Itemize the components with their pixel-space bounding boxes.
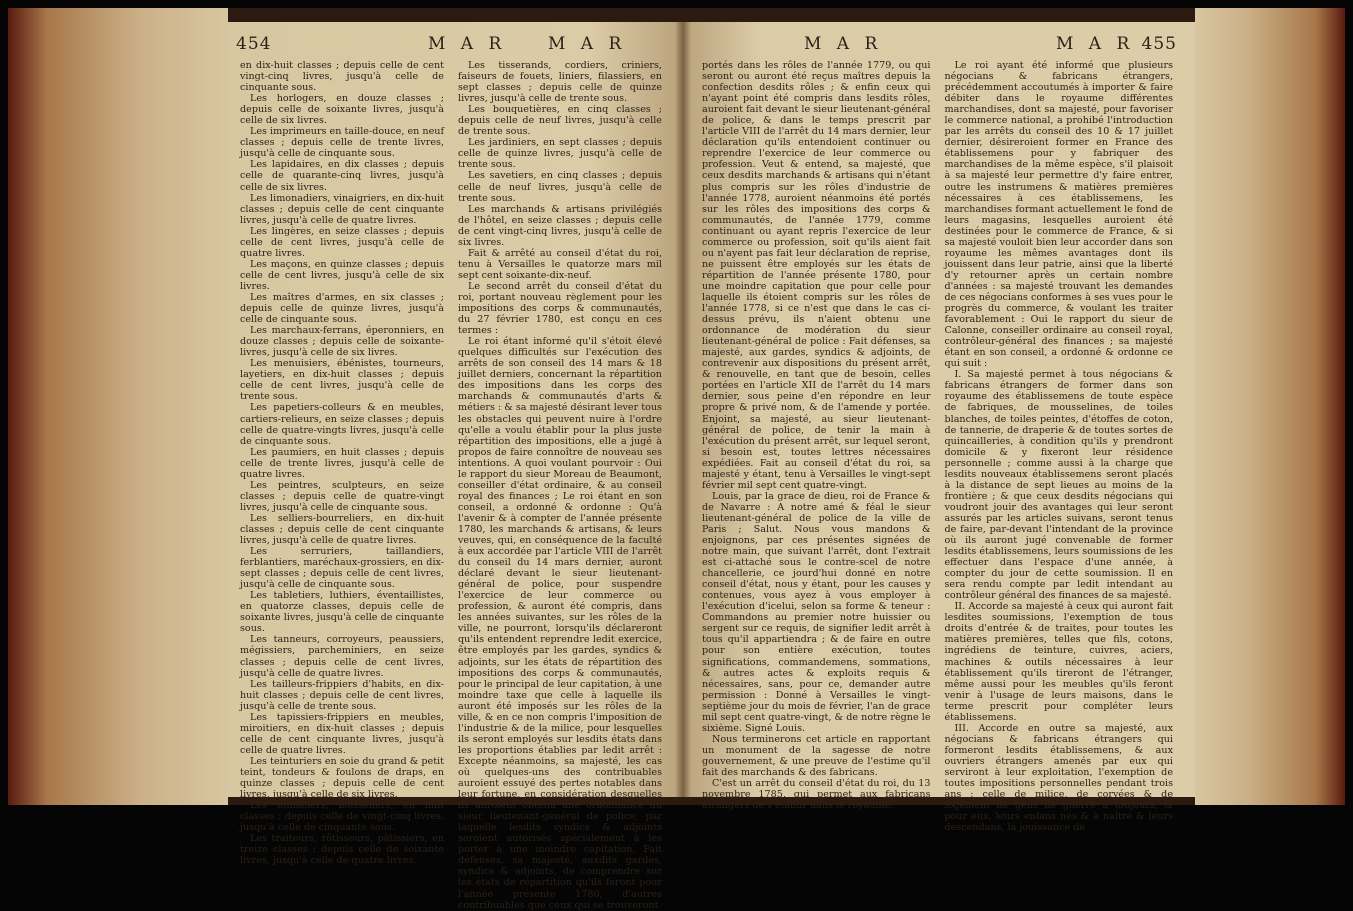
left-page <box>228 22 682 911</box>
paragraph: C'est un arrêt du conseil d'état du roi, du 13 novembre 1785, qui permet aux fabricans étrangers de s'établir dans le royaume. <box>702 778 931 812</box>
paragraph: Les bouquetières, en cinq classes ; depuis celle de neuf livres, jusqu'à celle de trente sous. <box>458 104 662 138</box>
paragraph: Les limonadiers, vinaigriers, en dix-huit classes ; depuis celle de cent cinquante livres, jusqu'à celle de quatre livres. <box>240 192 444 226</box>
paragraph: Les tapissiers-frippiers en meubles, miroitiers, en dix-huit classes ; depuis celle de cent cinquante livres, jusqu'à celle de quatre livres. <box>240 711 444 756</box>
left-column-2 <box>458 60 662 911</box>
paragraph: Les jardiniers, en sept classes ; depuis celle de quinze livres, jusqu'à celle de trente sous. <box>458 137 662 171</box>
paragraph: Les imprimeurs en taille-douce, en neuf classes ; depuis celle de trente livres, jusqu'à celle de cinquante sous. <box>240 126 444 160</box>
right-column-1 <box>702 60 931 812</box>
right-page <box>682 22 1195 834</box>
paragraph: Le roi étant informé qu'il s'étoit élevé quelques difficultés sur l'exécution des arrêts de son conseil des 14 mars & 18 juillet derniers, concernant la répartition des impositions dans les corps des marchands & communautés d'arts & métiers : & sa majesté désirant lever tous les obstacles qui peuvent nuire à l'ordre qu'elle a voulu établir pour la plus juste répartition des impositions, elle a jugé à propos de faire connoître de nouveau ses intentions. A quoi voulant pourvoir : Oui le rapport du sieur Moreau de Beaumont, conseiller d'état ordinaire, & au conseil royal des finances ; Le roi étant en son conseil, a ordonné & ordonne : Qu'à l'avenir & à compter de l'année présente 1780, les marchands & artisans, & leurs veuves, qui, en conséquence de la faculté à eux accordée par l'article VIII de l'arrêt du conseil du 14 mars dernier, auront déclaré devant le sieur lieutenant-général de police, pour suspendre l'exercice de leur commerce ou profession, & auront été compris, dans les années suivantes, sur les rôles de la ville, ne pourront, lorsqu'ils déclareront qu'ils entendent reprendre ledit exercice, être employés par les gardes, syndics & adjoints, sur les états de répartition des impositions des corps & communautés, pour le principal de leur capitation, à une moindre taxe que celle à laquelle ils auront été imposés sur les rôles de la ville, & en ce non compris l'imposition de l'industrie & de la milice, pour lesquelles ils seront employés sur lesdits états dans les proportions établies par ledit arrêt : Excepte néanmoins, sa majesté, les cas où quelques-uns des contribuables auroient essuyé des pertes notables dans leur fortune, en considération desquelles ils auroient obtenu une ordonnance du sieur lieutenant-général de police, par laquelle lesdits syndics & adjoints seroient autorisés spécialement à les porter à une moindre capitation. Fait défenses, sa majesté, auxdits gardes, syndics & adjoints, de comprendre sur les états de répartition qu'ils feront pour l'année présente 1780, d'autres contribuables que ceux qui se trouveront <box>458 336 662 911</box>
paragraph: Les teinturiers en soie du grand & petit teint, tondeurs & foulons de draps, en quinze classes ; depuis celle de cent livres, jusqu'à celle de six livres. <box>240 755 444 801</box>
paragraph: Les serruriers, taillandiers, ferblantiers, maréchaux-grossiers, en dix-sept classes ; depuis celle de cent livres, jusqu'à celle de cinquante sous. <box>240 546 444 591</box>
paragraph: Les savetiers, en cinq classes ; depuis celle de neuf livres, jusqu'à celle de trente sous. <box>458 170 662 204</box>
paragraph: en dix-huit classes ; depuis celle de cent vingt-cinq livres, jusqu'à celle de cinquante sous. <box>240 60 444 94</box>
paragraph: Le roi ayant été informé que plusieurs négocians & fabricans étrangers, précédemment accoutumés à importer & faire débiter dans le royaume différentes marchandises, dont sa majesté, pour favoriser le commerce national, a prohibé l'introduction par les arrêts du conseil des 10 & 17 juillet dernier, désireroient former en France des établissemens pour y fabriquer des marchandises de la même espèce, s'il plaisoit à sa majesté leur permettre d'y faire entrer, outre les instrumens & matières premières nécessaires à ces établissemens, les marchandises formant actuellement le fond de leurs magasins, lesquelles auroient été destinées pour le commerce de France, & si sa majesté vouloit bien leur accorder dans son royaume les mêmes avantages dont ils jouissent dans leur patrie, ainsi que la liberté d'y retourner après un certain nombre d'années : sa majesté trouvant les demandes de ces négocians conformes à ses vues pour le progrès du commerce, & voulant les traiter favorablement : Oui le rapport du sieur de Calonne, conseiller ordinaire au conseil royal, contrôleur-général des finances ; sa majesté étant en son conseil, a ordonné & ordonne ce qui suit : <box>944 60 1173 370</box>
paragraph: Nous terminerons cet article en rapportant un monument de la sagesse de notre gouvernement, & une preuve de l'estime qu'il fait des marchands & des fabricans. <box>702 733 931 778</box>
paragraph: Les selliers-bourreliers, en dix-huit classes ; depuis celle de cent cinquante livres, jusqu'à celle de quatre livres. <box>240 512 444 547</box>
paragraph: Les tonneliers, boisseliers, en huit classes ; depuis celle de vingt-cinq livres, jusqu'à celle de cinquante sous. <box>240 800 444 834</box>
paragraph: Les tailleurs-frippiers d'habits, en dix-huit classes ; depuis celle de cent livres, jusqu'à celle de trente sous. <box>240 678 444 712</box>
right-running-head-1: M A R <box>804 34 883 54</box>
paragraph: I. Sa majesté permet à tous négocians & fabricans étrangers de former dans son royaume des établissemens de toute espèce de fabriques, de mousselines, de toiles blanches, de toiles peintes, d'étoffes de coton, de tannerie, de draperie & de toutes sortes de quincailleries, à condition qu'ils y prendront domicile & y fixeront leur résidence personnelle ; comme aussi à la charge que lesdits nouveaux établissemens seront placés à la distance de sept lieues au moins de la frontière ; & que ceux desdits négocians qui voudront jouir des avantages qui leur seront assurés par les articles suivans, seront tenus de faire, par-devant l'intendant de la province où ils auront jugé convenable de former lesdits établissemens, leurs soumissions de les effectuer dans l'espace d'une année, à compter du jour de cette soumission. Il en sera rendu compte par ledit intendant au contrôleur général des finances de sa majesté. <box>944 369 1173 602</box>
right-column-2 <box>944 60 1174 834</box>
paragraph: Les tabletiers, luthiers, éventaillistes, en quatorze classes, depuis celle de soixante livres, jusqu'à celle de cinquante sous. <box>240 590 444 635</box>
paragraph: Les maîtres d'armes, en six classes ; depuis celle de quinze livres, jusqu'à celle de cinquante sous. <box>240 291 444 326</box>
left-page-number: 454 <box>236 34 272 54</box>
paragraph: Louis, par la grace de dieu, roi de France & de Navarre : A notre amé & féal le sieur lieutenant-général de police de la ville de Paris ; Salut. Nous vous mandons & enjoignons, par ces présentes signées de notre main, que suivant l'arrêt, dont l'extrait est ci-attaché sous le contre-scel de notre chancellerie, ce jourd'hui donné en notre conseil d'état, nous y étant, pour les causes y contenues, vous ayez à vous employer à l'exécution d'icelui, selon sa forme & teneur : Commandons au premier notre huissier ou sergent sur ce requis, de signifier ledit arrêt à tous qu'il appartiendra ; & de faire en outre pour son entière exécution, toutes significations, commandemens, sommations, & autres actes & exploits requis & nécessaires, sans, pour ce, demander autre permission : Donné à Versailles le vingt-septième jour du mois de février, l'an de grace mil sept cent quatre-vingt, & de notre règne le sixième. Signé Louis. <box>702 490 931 734</box>
left-running-head-1: M A R <box>428 34 507 54</box>
book-gutter <box>675 22 691 797</box>
paragraph: Les tanneurs, corroyeurs, peaussiers, mégissiers, parcheminiers, en seize classes ; depuis celle de cent livres, jusqu'à celle de quatre livres. <box>240 634 444 679</box>
left-column-1 <box>240 60 444 867</box>
paragraph: Les peintres, sculpteurs, en seize classes ; depuis celle de quatre-vingt livres, jusqu'à celle de cinquante sous. <box>240 479 444 513</box>
paragraph: Fait & arrêté au conseil d'état du roi, tenu à Versailles le quatorze mars mil sept cent soixante-dix-neuf. <box>458 247 662 281</box>
left-running-head-2-visible: M A R <box>548 34 627 54</box>
paragraph: Les lapidaires, en dix classes ; depuis celle de quarante-cinq livres, jusqu'à celle de six livres. <box>240 159 444 193</box>
paragraph: Les tisserands, cordiers, criniers, faiseurs de fouets, liniers, filassiers, en sept classes ; depuis celle de quinze livres, jusqu'à celle de trente sous. <box>458 60 662 105</box>
book <box>8 8 1345 911</box>
paragraph: Les maçons, en quinze classes ; depuis celle de cent livres, jusqu'à celle de six livres. <box>240 258 444 292</box>
paragraph: II. Accorde sa majesté à ceux qui auront fait lesdites soumissions, l'exemption de tous droits d'entrée & de traites, pour toutes les matières premières, telles que fils, cotons, ingrédiens de teinture, cuivres, aciers, machines & outils nécessaires à leur établissement qu'ils tireront de l'étranger, même aussi pour les meubles qu'ils feront venir à l'usage de leurs maisons, dans le terme prescrit pour compléter leurs établissemens. <box>944 601 1173 723</box>
right-page-number: 455 <box>1141 34 1177 54</box>
right-running-head-2: M A R <box>1056 34 1135 54</box>
paragraph: Les marchands & artisans privilégiés de l'hôtel, en seize classes ; depuis celle de cent vingt-cinq livres, jusqu'à celle de six livres. <box>458 203 662 248</box>
paragraph: Le second arrêt du conseil d'état du roi, portant nouveau règlement pour les impositions des corps & communautés, du 27 février 1780, est conçu en ces termes : <box>458 280 662 337</box>
left-page-edges <box>8 8 228 805</box>
paragraph: Les traiteurs, rôtisseurs, pâtissiers, en treize classes ; depuis celle de soixante livres, jusqu'à celle de quatre livres. <box>240 833 444 867</box>
paragraph: Les lingères, en seize classes ; depuis celle de cent livres, jusqu'à celle de quatre livres. <box>240 225 444 259</box>
right-page-edges <box>1195 8 1345 805</box>
paragraph: portés dans les rôles de l'année 1779, ou qui seront ou auront été reçus maîtres depuis la confection desdits rôles ; & enfin ceux qui n'ayant point été compris dans lesdits rôles, auroient fait devant le sieur lieutenant-général de police, & dans le temps prescrit par l'article VIII de l'arrêt du 14 mars dernier, leur déclaration qu'ils entendoient continuer ou reprendre l'exercice de leur commerce ou profession. Veut & entend, sa majesté, que ceux desdits marchands & artisans qui n'étant plus compris sur les rôles d'industrie de l'année 1778, auroient néanmoins été portés sur les rôles des impositions des corps & communautés, de l'année 1779, comme continuant ou ayant repris l'exercice de leur commerce ou profession, soit qu'ils aient fait ou n'ayent pas fait leur déclaration de reprise, ne puissent être employés sur les états de répartition de l'année présente 1780, pour une moindre capitation que pour celle pour laquelle ils étoient compris sur les rôles de l'année 1778, si ce n'est que dans le cas ci-dessus prévu, ils n'aient obtenu une ordonnance de modération du sieur lieutenant-général de police : Fait défenses, sa majesté, aux gardes, syndics & adjoints, de contrevenir aux dispositions du présent arrêt, & renouvelle, en tant que de besoin, celles portées en l'article XII de l'arrêt du 14 mars dernier, sous peine d'en répondre en leur propre & privé nom, & de l'amende y portée. Enjoint, sa majesté, au sieur lieutenant-général de police, de tenir la main à l'exécution du présent arrêt, sur lequel seront, si besoin est, toutes lettres nécessaires expédiées. Fait au conseil d'état du roi, sa majesté y étant, tenu à Versailles le vingt-sept février mil sept cent quatre-vingt. <box>702 60 931 491</box>
paragraph: Les paumiers, en huit classes ; depuis celle de trente livres, jusqu'à celle de quatre livres. <box>240 446 444 480</box>
paragraph: Les papetiers-colleurs & en meubles, cartiers-relieurs, en seize classes ; depuis celle de quatre-vingts livres, jusqu'à celle de cinquante sous. <box>240 402 444 447</box>
paragraph: Les menuisiers, ébénistes, tourneurs, layetiers, en dix-huit classes ; depuis celle de cent livres, jusqu'à celle de trente sous. <box>240 358 444 403</box>
paragraph: Les horlogers, en douze classes ; depuis celle de soixante livres, jusqu'à celle de six livres. <box>240 93 444 127</box>
paragraph: Les marchaux-ferrans, éperonniers, en douze classes ; depuis celle de soixante-livres, jusqu'à celle de six livres. <box>240 325 444 359</box>
paragraph: III. Accorde en outre sa majesté, aux négocians & fabricans étrangers qui formeront lesdits établissemens, & aux ouvriers étrangers amenés par eux qui serviront à leur exploitation, l'exemption de toutes impositions personnelles pendant trois ans ; celle de milice, de corvées & de logement de gens de guerre à toujours, & pour eux, leurs enfans nés & à naître & leurs descendans, la jouissance de <box>944 722 1173 834</box>
